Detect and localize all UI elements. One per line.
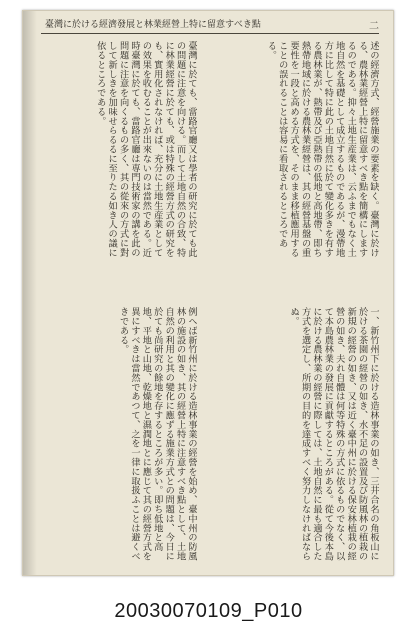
image-caption: 20030070109_P010 xyxy=(114,600,303,622)
running-header xyxy=(35,17,385,33)
paragraph: 例へば新竹州に於ける造林事業の經營を始め、臺中州の防風林の施設の如き、其の經營上特に注意すべき點として、土地自然の利用と其の變化に應ずる施業方式との問題は、今日に於ても尚研究の餘地を存するところが多い。即ち低地と高地、平地と山地、乾燥地と濕潤地とに應じて其の經營方式を異にすべきは當然であつて、之を一律に取扱ふことは避くべきである。 xyxy=(117,307,197,561)
header-title: 臺灣に於ける經濟發展と林業經營上特に留意すべき點 xyxy=(45,20,261,30)
binding-shadow xyxy=(23,11,37,575)
header-rule xyxy=(41,33,379,34)
text-column-top-left xyxy=(37,41,197,263)
document-page xyxy=(22,10,394,576)
text-column-bottom-right xyxy=(215,307,379,563)
paragraph: 述の經濟方式、經營施業の要素を缺く。臺灣に於ける、農林業經營上特に留意すべき點を簡構にしまするのである。抑々土地生産業は、云ふまでもなく土地自然を基礎として成立するものであるが、漫帶地方に比して特に此の土地自然に於て變化多きを有する農林業が、熱帶及び亞熱帶の低地と高地帶、即ち熱帶地域に於ける農林業經營は、其の經營基盤の重要性を一段と高める方式を、そのまま移植應用することの誤れることは容易に看取されるところである。 xyxy=(265,41,379,258)
paragraph: 臺灣に於ても、當路官廳又は學者の研究に於ても此の問題に注意を向ける。而して土地自然の合致、特に林業經營に於ても、或は特殊の經營方式の研究をも、實用化されなければ、充分に土地生産業としての效果を收むることが出來ないのは當然である。近時臺灣に於ても、當路官廳は専門技術家の講を此の問題に注意を向くるもの多く、其の從來の方式に對して新しきを加味せらるるに至りたる如き人の議に依るところである。 xyxy=(94,41,197,258)
page-number: 二 xyxy=(369,21,379,32)
text-column-top-right xyxy=(215,41,379,263)
text-column-bottom-left xyxy=(37,307,197,563)
paragraph: 一、新竹州下に於ける造林事業の如き、三井合名の角板山に於ける茶園の經營の如き、水不足の設置及び防風林の植栽の新規の經營の如き、又は近く臺中州に於ける保安林植栽の經營の如き、夫れ自體は何等特殊の方式に依るものでなく、以て本島農林業の發展に貢獻するところがある。從て今後本島に於ける農林業の經營に際しては、土地自然に最も適合した方式を選定し、所期の目的を達成すべく努力しなければならぬ。 xyxy=(288,307,379,561)
